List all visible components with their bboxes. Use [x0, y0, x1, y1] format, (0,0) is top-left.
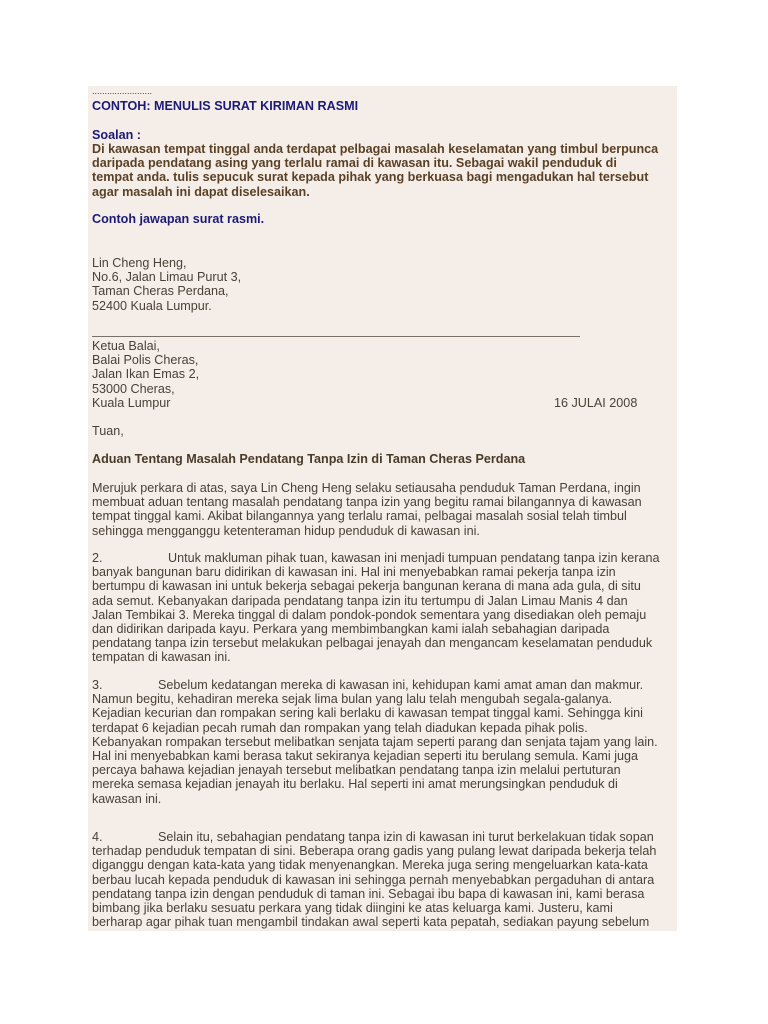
question-line: agar masalah ini dapat diselesaikan. — [92, 184, 310, 199]
paragraph-4 — [92, 830, 656, 929]
letter-date: 16 JULAI 2008 — [554, 396, 638, 410]
question-line: Di kawasan tempat tinggal anda terdapat pelbagai masalah keselamatan yang timbul berpunca — [92, 142, 659, 156]
address-divider — [92, 336, 580, 337]
recipient-address — [92, 339, 199, 410]
paragraph-line: Jalan Tembikai 3. Mereka tinggal di dalam pondok-pondok sementara yang disediakan oleh pemaju — [92, 607, 647, 622]
question-line: tempat anda. tulis sepucuk surat kepada pihak yang berkuasa bagi mengadukan hal tersebut — [92, 170, 649, 185]
paragraph-line: bertumpu di kawasan ini untuk bekerja sebagai pekerja bangunan kerana di mana ada gula, di situ — [92, 579, 641, 594]
paragraph-line: berbau lucah kepada penduduk di kawasan ini sehingga pernah menyebabkan pergaduhan di antara — [92, 872, 655, 887]
recipient-address-line: Balai Polis Cheras, — [92, 353, 199, 368]
salutation: Tuan, — [92, 424, 124, 438]
sender-address — [92, 256, 241, 313]
paragraph-line-text: Untuk makluman pihak tuan, kawasan ini menjadi tumpuan pendatang tanpa izin kerana — [168, 551, 660, 565]
question-line: daripada pendatang asing yang terlalu ramai di kawasan itu. Sebagai wakil penduduk di — [92, 156, 617, 171]
dotted-separator: ........................ — [92, 86, 153, 96]
recipient-address-line: Kuala Lumpur — [92, 395, 171, 410]
paragraph-line: membuat aduan tentang masalah pendatang tanpa izin yang begitu ramai bilangannya di kawasan — [92, 495, 642, 510]
paragraph-line: Namun begitu, kehadiran mereka sejak lima bulan yang lalu telah mengubah segala-galanya. — [92, 692, 613, 707]
letter-subject: Aduan Tentang Masalah Pendatang Tanpa Izin di Taman Cheras Perdana — [92, 452, 526, 466]
paragraph-line: tempat tinggal kami. Akibat bilangannya yang terlalu ramai, pelbagai masalah sosial telah timbul — [92, 509, 627, 524]
paragraph-number: 2. — [92, 551, 103, 565]
paragraph-line: mereka semasa kejadian jenayah itu berlaku. Hal seperti ini amat merungsingkan penduduk di — [92, 777, 618, 792]
paragraph-line: ada semut. Kebanyakan daripada pendatang tanpa izin itu tertumpu di Jalan Limau Manis 4 dan — [92, 593, 628, 608]
paragraph-line: bimbang jika berlaku sesuatu perkara yang tidak diingini ke atas keluarga kami. Justeru, kami — [92, 901, 613, 916]
question-label: Soalan : — [92, 128, 141, 142]
answer-label: Contoh jawapan surat rasmi. — [92, 212, 265, 226]
question-text — [92, 142, 682, 199]
recipient-address-line: Ketua Balai, — [92, 339, 160, 353]
paragraph-line: banyak bangunan baru didirikan di kawasan ini. Hal ini menyebabkan ramai pekerja tanpa izin — [92, 565, 616, 580]
document-page — [88, 86, 677, 931]
paragraph-line — [92, 830, 656, 844]
paragraph-line: tempatan di kawasan ini. — [92, 650, 231, 665]
paragraph-number: 3. — [92, 678, 103, 692]
paragraph-line: pendatang tanpa izin dengan penduduk di taman ini. Sebagai ibu bapa di kawasan ini, kami berasa — [92, 886, 645, 901]
sender-address-line: No.6, Jalan Limau Purut 3, — [92, 270, 242, 285]
paragraph-line: percaya bahawa kejadian jenayah tersebut melibatkan pendatang tanpa izin melalui pertuturan — [92, 763, 621, 778]
paragraph-line: Hal ini menyebabkan kami berasa takut sekiranya kejadian seperti itu berulang semula. Kami juga — [92, 749, 639, 764]
paragraph-3 — [92, 678, 658, 806]
paragraph-line: kawasan ini. — [92, 791, 162, 806]
recipient-address-line: 53000 Cheras, — [92, 381, 175, 396]
paragraph-1 — [92, 481, 642, 538]
paragraph-line — [92, 678, 658, 692]
paragraph-line-text: Selain itu, sebahagian pendatang tanpa izin di kawasan ini turut berkelakuan tidak sopan — [158, 830, 654, 844]
sender-address-line: 52400 Kuala Lumpur. — [92, 298, 212, 313]
paragraph-line — [92, 551, 659, 565]
paragraph-line: Kejadian kecurian dan rompakan sering kali berlaku di kawasan tempat tinggal kami. Sehingga kini — [92, 706, 643, 721]
paragraph-line: terdapat 6 kejadian pecah rumah dan rompakan yang telah diadukan kepada pihak polis. — [92, 720, 588, 735]
paragraph-line-text: Sebelum kedatangan mereka di kawasan ini, kehidupan kami amat aman dan makmur. — [158, 678, 644, 692]
paragraph-line: pendatang tanpa izin tersebut melakukan pelbagai jenayah dan mengancam keselamatan penduduk — [92, 636, 653, 651]
sender-address-line: Lin Cheng Heng, — [92, 256, 187, 270]
paragraph-2 — [92, 551, 659, 665]
paragraph-line: Kebanyakan rompakan tersebut melibatkan senjata tajam seperti parang dan senjata tajam yang lain. — [92, 734, 658, 749]
paragraph-line: dan didirikan daripada kayu. Perkara yang membimbangkan kami ialah sebahagian daripada — [92, 622, 610, 637]
recipient-address-line: Jalan Ikan Emas 2, — [92, 367, 200, 382]
paragraph-number: 4. — [92, 830, 103, 844]
paragraph-line: terhadap penduduk tempatan di sini. Beberapa orang gadis yang pulang lewat daripada bekerja telah — [92, 844, 657, 859]
paragraph-line: berharap agar pihak tuan mengambil tindakan awal seperti kata pepatah, sediakan payung sebelum — [92, 915, 650, 930]
paragraph-line: Merujuk perkara di atas, saya Lin Cheng Heng selaku setiausaha penduduk Taman Perdana, ingin — [92, 481, 641, 495]
document-title: CONTOH: MENULIS SURAT KIRIMAN RASMI — [92, 99, 359, 113]
paragraph-line: sehingga mengganggu ketenteraman hidup penduduk di kawasan ini. — [92, 523, 480, 538]
paragraph-line: diganggu dengan kata-kata yang tidak menyenangkan. Mereka juga sering mengeluarkan kata-kata — [92, 858, 648, 873]
sender-address-line: Taman Cheras Perdana, — [92, 284, 229, 299]
